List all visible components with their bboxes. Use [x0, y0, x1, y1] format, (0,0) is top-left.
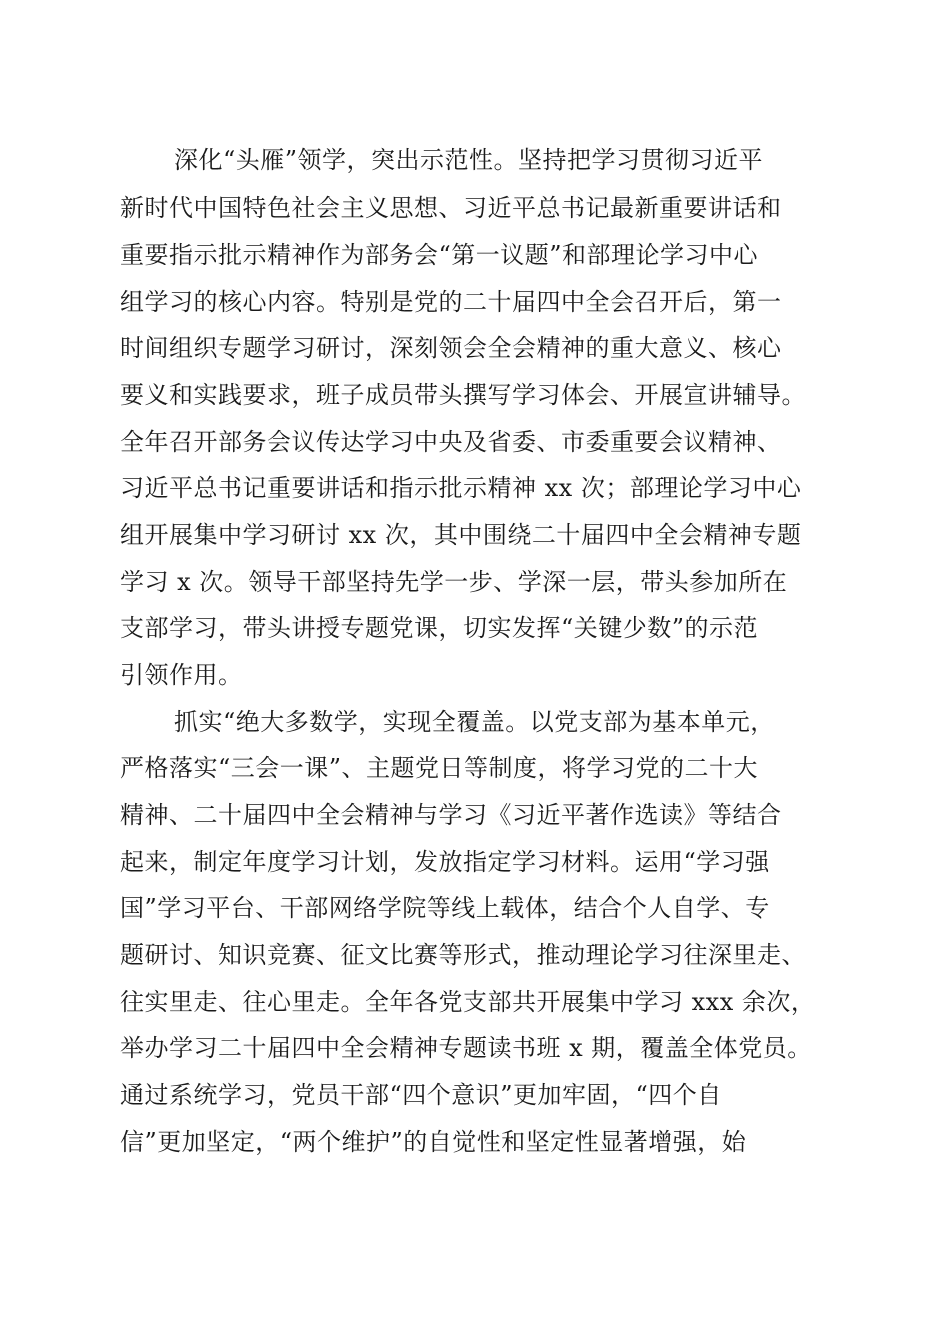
- text-line: 组学习的核心内容。特别是党的二十届四中全会召开后，第一: [120, 288, 782, 316]
- text-line: 新时代中国特色社会主义思想、习近平总书记最新重要讲话和: [120, 194, 782, 222]
- text-line: 往实里走、往心里走。全年各党支部共开展集中学习 xxx 余次，: [120, 988, 816, 1016]
- text-line: 精神、二十届四中全会精神与学习《习近平著作选读》等结合: [120, 801, 782, 829]
- text-line: 举办学习二十届四中全会精神专题读书班 x 期，覆盖全体党员。: [120, 1034, 812, 1062]
- text-line: 时间组织专题学习研讨，深刻领会全会精神的重大意义、核心: [120, 334, 782, 362]
- text-line: 习近平总书记重要讲话和指示批示精神 xx 次；部理论学习中心: [120, 474, 802, 502]
- text-line: 重要指示批示精神作为部务会“第一议题”和部理论学习中心: [120, 241, 759, 269]
- text-line: 深化“头雁”领学，突出示范性。坚持把学习贯彻习近平: [174, 146, 764, 174]
- text-line: 组开展集中学习研讨 xx 次，其中围绕二十届四中全会精神专题: [120, 521, 802, 549]
- text-line: 国”学习平台、干部网络学院等线上载体，结合个人自学、专: [120, 894, 770, 922]
- text-line: 严格落实“三会一课”、主题党日等制度，将学习党的二十大: [120, 754, 759, 782]
- text-line: 学习 x 次。领导干部坚持先学一步、学深一层，带头参加所在: [120, 568, 788, 596]
- text-line: 全年召开部务会议传达学习中央及省委、市委重要会议精神、: [120, 428, 782, 456]
- text-line: 通过系统学习，党员干部“四个意识”更加牢固，“四个自: [120, 1081, 722, 1109]
- text-line: 起来，制定年度学习计划，发放指定学习材料。运用“学习强: [120, 848, 770, 876]
- text-line: 引领作用。: [120, 661, 243, 689]
- text-line: 信”更加坚定，“两个维护”的自觉性和坚定性显著增强，始: [120, 1128, 747, 1156]
- text-line: 抓实“绝大多数学，实现全覆盖。以党支部为基本单元，: [174, 708, 775, 736]
- text-line: 题研讨、知识竞赛、征文比赛等形式，推动理论学习往深里走、: [120, 941, 806, 969]
- text-line: 要义和实践要求，班子成员带头撰写学习体会、开展宣讲辅导。: [120, 381, 806, 409]
- text-line: 支部学习，带头讲授专题党课，切实发挥“关键少数”的示范: [120, 614, 759, 642]
